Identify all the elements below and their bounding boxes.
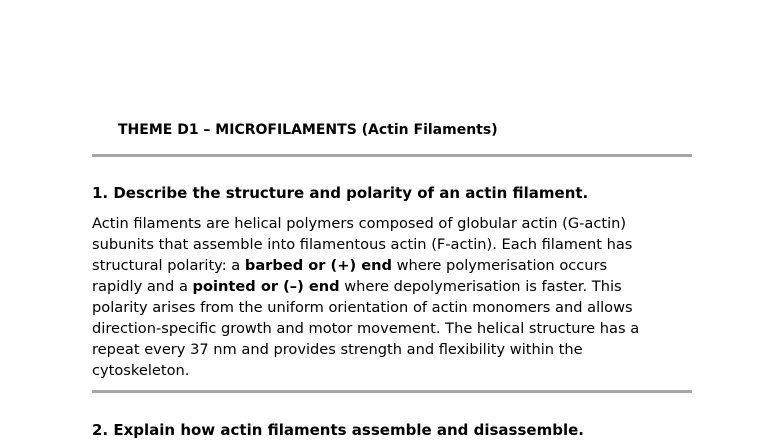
answer-1-line-3: structural polarity: a barbed or (+) end where polymerisation occurs xyxy=(92,257,608,274)
question-1-heading: 1. Describe the structure and polarity of an actin filament. xyxy=(92,184,589,202)
answer-1-line-4: rapidly and a pointed or (–) end where depolymerisation is faster. This xyxy=(92,278,622,295)
answer-1-line-1: Actin filaments are helical polymers composed of globular actin (G-actin) xyxy=(92,215,627,232)
answer-1-line-7: repeat every 37 nm and provides strength and flexibility within the xyxy=(92,341,583,358)
question-2-heading: 2. Explain how actin filaments assemble and disassemble. xyxy=(92,421,584,439)
answer-1-line-8: cytoskeleton. xyxy=(92,362,190,379)
answer-1-line-6: direction-specific growth and motor movement. The helical structure has a xyxy=(92,320,640,337)
answer-1-line-2: subunits that assemble into filamentous actin (F-actin). Each filament has xyxy=(92,236,633,253)
barbed-end-term: barbed or (+) end xyxy=(244,257,392,274)
theme-title: THEME D1 – MICROFILAMENTS (Actin Filaments) xyxy=(118,122,498,138)
answer-1-paragraph xyxy=(92,213,692,381)
divider-rule xyxy=(92,154,692,157)
pointed-end-term: pointed or (–) end xyxy=(192,278,340,295)
divider-rule xyxy=(92,390,692,393)
answer-1-line-5: polarity arises from the uniform orientation of actin monomers and allows xyxy=(92,299,633,316)
